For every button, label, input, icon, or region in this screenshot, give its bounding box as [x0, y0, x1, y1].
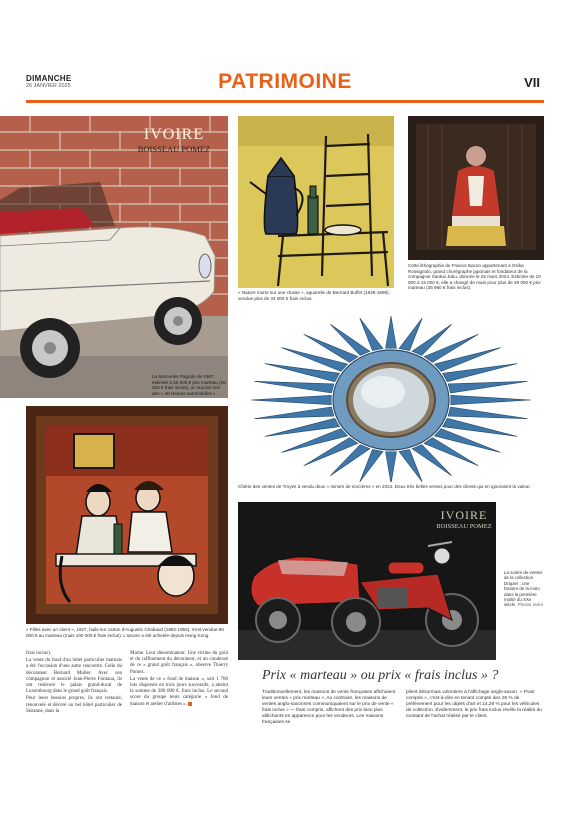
article-left-p4: Marne. Leur dénominateur. Une vitrine du goût et du raffinement du décorateur, et un condensé de ce « grand goût français », observe Thierry Pomez. — [130, 651, 228, 675]
car-photo — [0, 116, 228, 398]
article-left-p5-text: La vente de ce « fond de maison », soit 1 700 lots dispersés en trois jours successifs, a atteint la somme de 380 000 €. frais inclus. Le second score du groupe leurs catégorie « fond de maison et atelier d'artistes ». — [130, 676, 228, 707]
buffet-painting — [238, 116, 394, 288]
chabaud-painting — [26, 406, 228, 624]
end-mark-icon — [188, 702, 192, 706]
section-title: PATRIMOINE — [218, 70, 352, 93]
caption-sidecar-text: La soirée de ventes de la collection Drapier : une histoire de la moto dans la première moitié du XXe siècle. — [504, 570, 543, 608]
ivoire-logo-car-top: IVOIRE — [143, 126, 205, 143]
ivoire-logo-car — [124, 126, 224, 154]
sidebar-col2: plient désormais volontiers à l'affichage anglo-saxon. « Frais compris », c'est-à-dire en tenant compte des 25 % de prélèvement pour les objets d'art et 14,28 % pour les véhicules de collection. Évidemment, le prix frais inclus révèle la réalité du montant de l'achat réalisé par le client. — [406, 690, 542, 719]
caption-buffet: « Nature morte sur une chaise », aquarelle de Bernard Buffet (1928-1999), vendue plus de 34 000 € frais inclus. — [238, 290, 390, 301]
article-left-p5 — [130, 677, 228, 708]
article-left-p1: frais inclus). — [26, 651, 51, 656]
article-left-col1 — [26, 651, 122, 716]
header-date: 26 JANVIER 2025 — [26, 83, 71, 89]
caption-bacon: Cette lithographie de Francis Bacon appartenant à Osika Rossignolo, grand chorégraphe japonais et fondateur de la compagnie Sankai Juku, donnée le 25 mars 2024. Estimée de 10 000 à 15 000 €, elle a changé de main pour plus de 29 000 € prix marteau (35 960 € frais inclus). — [408, 263, 541, 291]
sidebar-headline: Prix « marteau » ou prix « frais inclus » ? — [262, 668, 499, 683]
bacon-lithograph — [408, 116, 544, 260]
article-left-p3: Pour leurs besoins propres, ils ont restauré, renouvelé et décoré un bel hôtel particulier de Sézanne, dans la — [26, 696, 122, 714]
caption-sidecar — [504, 570, 544, 608]
page-number: VII — [524, 75, 540, 90]
caption-mirror: Chérie des ventes de Troyes à vendu deux « miroirs de sorcières » en 2024. Deux très belles ventes pour des clients qui en ignoraient la valeur. — [238, 484, 531, 489]
ivoire-logo-car-bottom: BOISSEAU POMEZ — [137, 144, 211, 154]
header-rule — [26, 100, 544, 103]
sun-mirror-photo — [238, 308, 544, 482]
article-left-p2: La vente du fond d'un hôtel particulier marnais a été l'occasion d'une autre rencontre. Celle du décorateur Bernard Muller. Avec son compagnon et associé Jean-Pierre Fontana, ils ont redécoré le palais grand-ducal de Luxembourg dans le grand goût français. — [26, 658, 122, 695]
article-left-col2 — [130, 651, 228, 709]
caption-car: La Mercedes Pagode de 1967 estimée à 50 000 € prix marteau (66 200 € frais inclus), un succès lors des « 40 Heures automobiles ». — [152, 374, 226, 396]
caption-sidecar-credit: Photos Ivoire — [517, 602, 544, 608]
ivoire-logo-sidecar-top: IVOIRE — [440, 508, 488, 522]
caption-painting: « Filles avec un client », 1927, huile sur carton d'Augustin Chabaud (1882-1955), s'est vendue 80 000 € au marteau (mais 100 000 € frais inclus). L'œuvre a été achetée depuis Hong Kong. — [26, 627, 224, 638]
header-day: DIMANCHE — [26, 74, 72, 83]
sidebar-col1: Traditionnellement, les maisons de vente françaises affichaient leurs ventes « prix marteau ». Au contraire, les maisons de ventes anglo-saxonnes communiquaient sur le prix de vente « frais inclus » — frais compris, affichent des prix bien plus alléchants en apparence pour les vendeurs. Les maisons françaises se — [262, 690, 396, 725]
ivoire-logo-sidecar-bottom: BOISSEAU POMEZ — [436, 523, 492, 530]
ivoire-logo-sidecar — [430, 508, 498, 530]
